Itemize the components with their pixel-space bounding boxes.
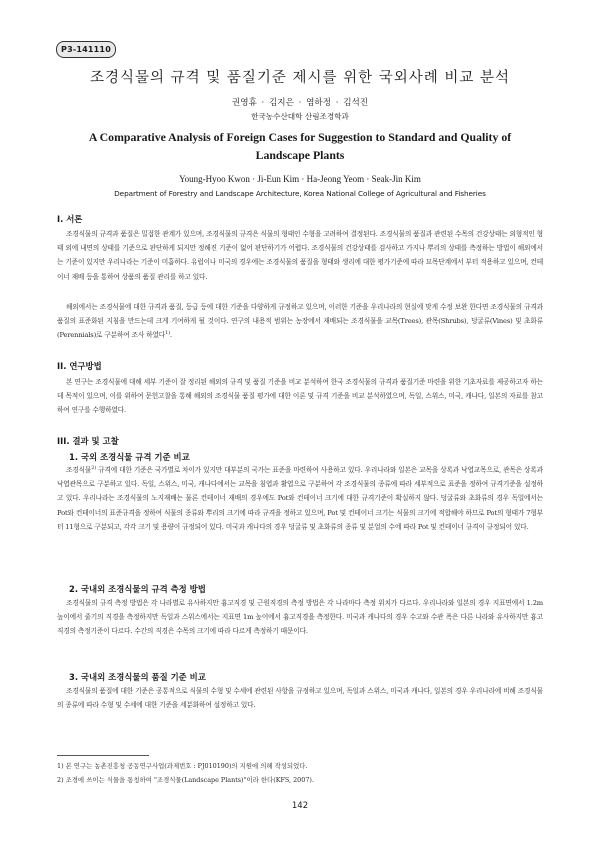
intro-paragraph-2 bbox=[57, 300, 543, 343]
affiliation-english: Department of Forestry and Landscape Architecture, Korea National College of Agricultural and Fisheries bbox=[114, 189, 486, 198]
page-number: 142 bbox=[291, 801, 309, 811]
intro-paragraph-2-end: . bbox=[169, 331, 172, 340]
methods-paragraph bbox=[57, 375, 543, 418]
subsection-heading-2: 2. 국내외 조경식물의 규격 측정 방법 bbox=[69, 584, 206, 594]
paper-code-badge: P3-141110 bbox=[56, 41, 116, 58]
results-3-paragraph bbox=[57, 684, 543, 712]
intro-paragraph-1 bbox=[57, 227, 543, 284]
section-heading-introduction: I. 서론 bbox=[57, 214, 83, 224]
intro-paragraph-1-text: 조경식물의 규격과 품질은 밀접한 관계가 있으며, 조경식물의 규격은 식물의 형태인 수형을 고려하여 결정된다. 조경식물의 품질과 관련된 수목의 건강상태는 외형적인 형태 외에 내면의 상태를 기준으로 판단하게 되지만 정해진 기준이 없어 판단하기가 어렵다. 조경식물의 건강상태를 검사하고 가지나 뿌리의 상태를 측정하는 방법이 해외에서는 기준이 있지만 우리나라는 기준이 미흡하다. 유럽이나 미국의 경우에는 조경식물의 품질을 형태와 생리에 대한 평가기준에 따라 묘목단계에서 부터 적용하고 있으며, 컨테이너 재배 등을 통하여 상품의 품질 관리를 하고 있다. bbox=[57, 230, 543, 281]
results-1-text: 규격에 대한 기준은 국가별로 차이가 있지만 대부분의 국가는 표준을 마련하여 사용하고 있다. 우리나라와 일본은 교목을 상록과 낙엽교목으로, 관목은 상록과 낙엽관목으로 구분하고 있다. 독일, 스위스, 미국, 캐나다에서는 교목을 침엽과 활엽으로 구분하여 각 조경식물의 종류에 따라 세부적으로 표준을 정하여 규격기준을 설정하고 있다. 우리나라는 조경식물의 노지재배는 물론 컨테이너 재배의 경우에도 Pot와 컨테이너 크기에 대한 규격기준이 확실하지 않다. 덩굴류와 초화류의 경우 독일에서는 Pot와 컨테이너의 표준규격을 정하여 식물의 종류와 뿌리의 크기에 따라 규격을 정하고 있으며, Pot 및 컨테이너 크기는 식물의 크기에 적합해야 하므로 Pot의 형태가 7형부터 11형으로 구분되고, 각각 크기 및 용량이 규정되어 있다. 미국과 캐나다의 경우 덩굴류 및 초화류의 종류 및 분얼의 수에 따라 Pot 및 컨테이너 규격이 규정되어 있다. bbox=[57, 466, 543, 531]
results-1-start: 조경식물 bbox=[66, 466, 92, 474]
results-3-text: 조경식물의 품질에 대한 기준은 공통적으로 식물의 수형 및 수세에 관련된 사항을 규정하고 있으며, 독일과 스위스, 미국과 캐나다, 일본의 경우 우리나라에 비해 조경식물의 종류에 따라 수형 및 수세에 대한 기준을 세분화하여 설정하고 있다. bbox=[57, 687, 543, 710]
results-1-paragraph bbox=[57, 463, 543, 534]
methods-paragraph-text: 본 연구는 조경식물에 대해 세부 기준이 잘 정리된 해외의 규격 및 품질 기준을 비교 분석하여 한국 조경식물의 규격과 품질기준 마련을 위한 기초자료를 제공하고자 하는데 목적이 있으며, 이를 위하여 문헌고찰을 통해 해외의 조경식물 품질 평가에 대한 이론 및 규격 기준을 비교 분석하였으며, 독일, 스위스, 미국, 캐나다, 일본의 자료를 참고하여 연구를 수행하였다. bbox=[57, 378, 543, 415]
footnote-ref-2: 2) bbox=[91, 464, 97, 471]
footnote-2: 2) 조경에 쓰이는 식물을 통칭하여 "조경식물(Landscape Plants)"이라 한다(KFS, 2007). bbox=[57, 776, 314, 784]
subsection-heading-3: 3. 국내외 조경식물의 품질 기준 비교 bbox=[69, 672, 206, 682]
section-heading-results: III. 결과 및 고찰 bbox=[57, 436, 119, 446]
affiliation-korean: 한국농수산대학 산림조경학과 bbox=[251, 112, 349, 121]
title-korean: 조경식물의 규격 및 품질기준 제시를 위한 국외사례 비교 분석 bbox=[89, 70, 511, 86]
authors-korean: 권영휴 · 김지은 · 염하정 · 김석진 bbox=[231, 98, 369, 108]
footnote-divider bbox=[57, 755, 149, 756]
title-english: A Comparative Analysis of Foreign Cases for Suggestion to Standard and Quality of Landscape Plants bbox=[88, 130, 512, 162]
section-heading-methods: II. 연구방법 bbox=[57, 361, 102, 371]
intro-paragraph-2-text: 해외에서는 조경식물에 대한 규격과 품질, 등급 등에 대한 기준을 다양하게 규정하고 있으며, 이러한 기준을 우리나라의 현실에 맞게 수정 보완 한다면 조경식물의 규격과 품질의 표준화된 지침을 만드는데 크게 기여하게 될 것이다. 연구의 내용적 범위는 농장에서 재배되는 조경식물을 교목(Trees), 관목(Shrubs), 덩굴류(Vines) 및 초화류(Perennials)로 구분하여 조사 하였다 bbox=[57, 303, 543, 340]
footnote-1: 1) 본 연구는 농촌진흥청 공동연구사업(과제번호 : PJ010190)의 지원에 의해 작성되었다. bbox=[57, 762, 308, 770]
results-2-text: 조경식물의 규격 측정 방법은 각 나라별로 유사하지만 흉고직경 및 근원직경의 측정 방법은 각 나라마다 측정 위치가 다르다. 우리나라와 일본의 경우 지표면에서 1.2m 높이에서 줄기의 직경을 측정하지만 독일과 스위스에서는 지표면 1m 높이에서 흉고직경을 측정한다. 미국과 캐나다의 경우 수고와 수관 폭은 다른 나라와 유사하지만 흉고직경의 측정기준이 다르다. 수간의 직경은 수목의 크기에 따라 다르게 측정하기 때문이다. bbox=[57, 599, 543, 636]
results-2-paragraph bbox=[57, 596, 543, 639]
authors-english: Young-Hyoo Kwon · Ji-Eun Kim · Ha-Jeong Yeom · Seak-Jin Kim bbox=[179, 174, 421, 184]
footnote-ref-1: 1) bbox=[165, 330, 170, 337]
subsection-heading-1: 1. 국외 조경식물 규격 기준 비교 bbox=[69, 452, 190, 462]
